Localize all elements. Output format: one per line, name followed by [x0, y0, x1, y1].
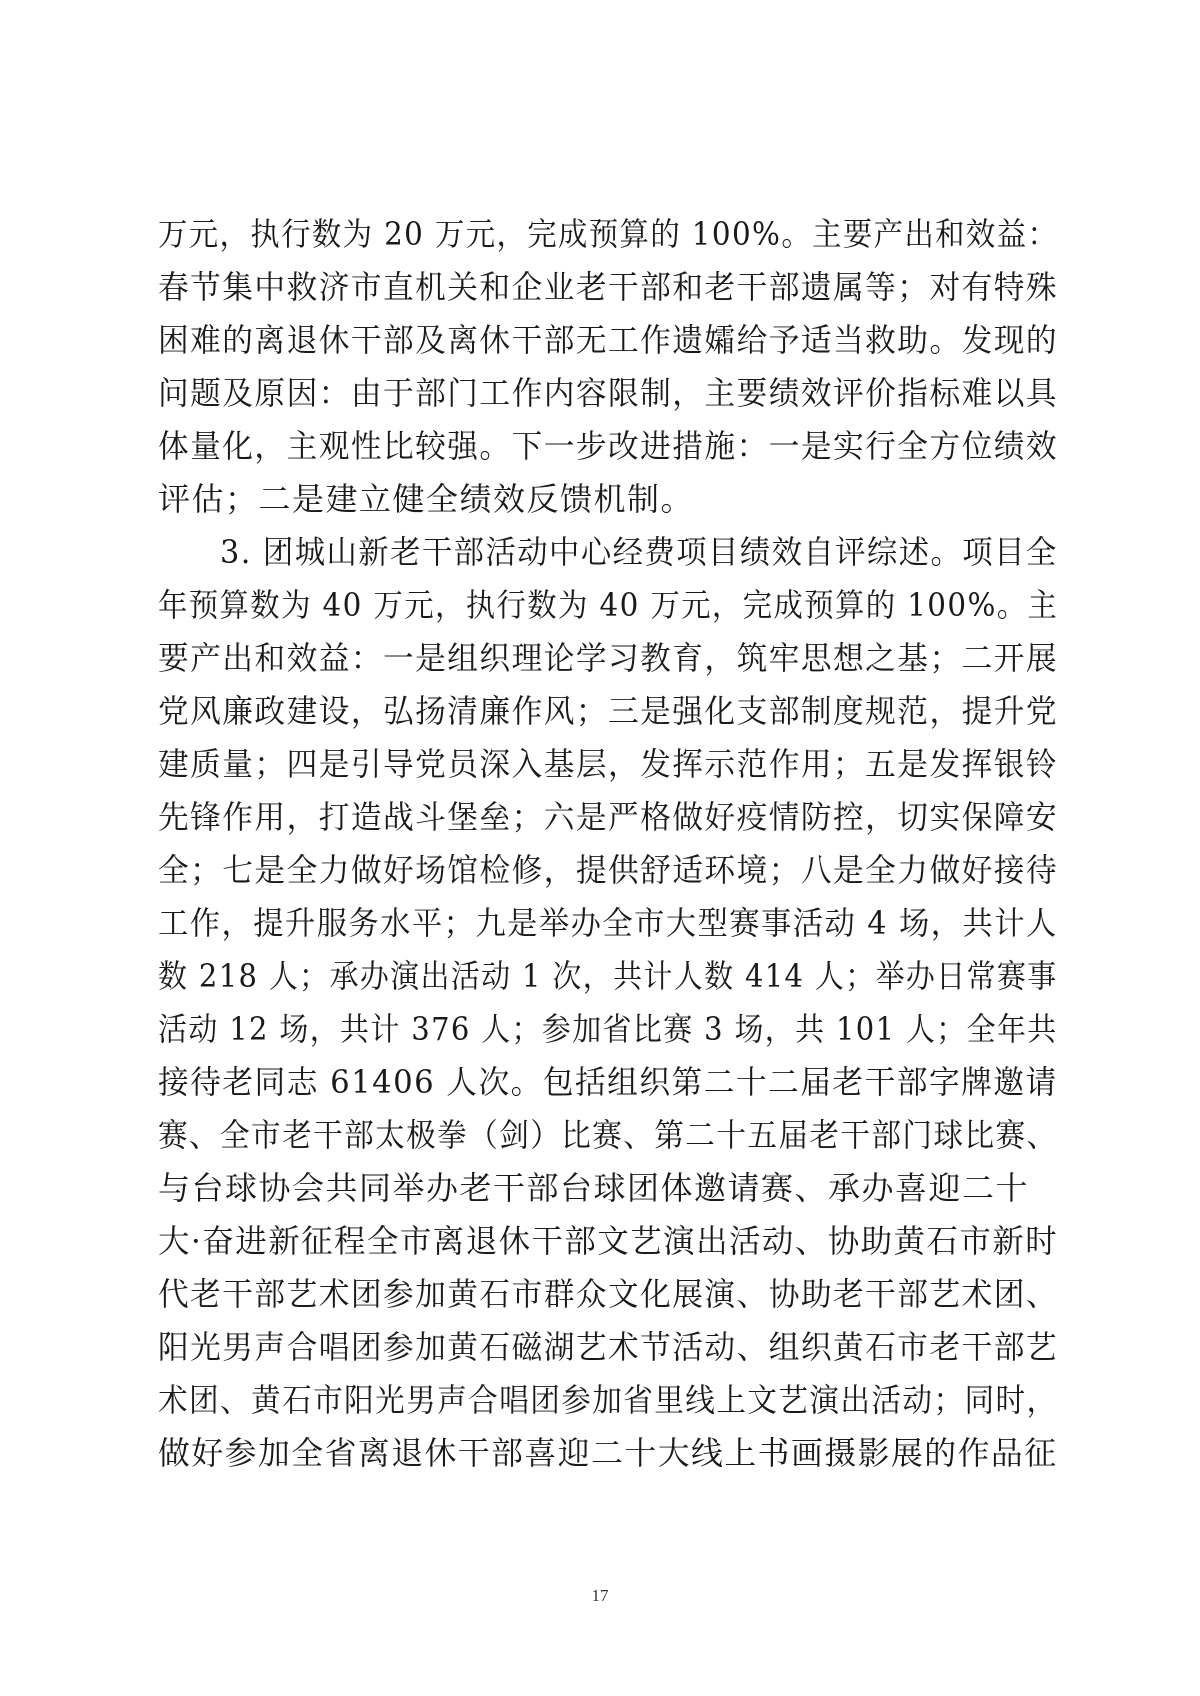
text-line: 春节集中救济市直机关和企业老干部和老干部遗属等；对有特殊	[158, 268, 1059, 306]
text-line: 问题及原因：由于部门工作内容限制，主要绩效评价指标难以具	[158, 374, 1059, 412]
text-line: 代老干部艺术团参加黄石市群众文化展演、协助老干部艺术团、	[158, 1275, 1059, 1313]
text-line: 困难的离退休干部及离休干部无工作遗孀给予适当救助。发现的	[158, 321, 1059, 359]
text-line: 阳光男声合唱团参加黄石磁湖艺术节活动、组织黄石市老干部艺	[158, 1328, 1059, 1366]
text-line: 体量化，主观性比较强。下一步改进措施：一是实行全方位绩效	[158, 427, 1059, 465]
text-line: 做好参加全省离退休干部喜迎二十大线上书画摄影展的作品征	[158, 1434, 1058, 1472]
text-line: 大·奋进新征程全市离退休干部文艺演出活动、协助黄石市新时	[158, 1222, 1059, 1260]
text-line: 党风廉政建设，弘扬清廉作风；三是强化支部制度规范，提升党	[158, 692, 1059, 730]
text-line: 要产出和效益：一是组织理论学习教育，筑牢思想之基；二开展	[158, 639, 1059, 677]
text-line: 赛、全市老干部太极拳（剑）比赛、第二十五届老干部门球比赛、	[158, 1116, 1058, 1154]
text-line: 接待老同志 61406 人次。包括组织第二十二届老干部字牌邀请	[158, 1063, 1058, 1101]
text-line: 先锋作用，打造战斗堡垒；六是严格做好疫情防控，切实保障安	[158, 798, 1059, 836]
paragraph-start-line: 3. 团城山新老干部活动中心经费项目绩效自评综述。项目全	[220, 533, 1058, 571]
text-line: 建质量；四是引导党员深入基层，发挥示范作用；五是发挥银铃	[158, 745, 1059, 783]
text-line: 与台球协会共同举办老干部台球团体邀请赛、承办喜迎二十	[158, 1169, 1030, 1207]
text-line: 术团、黄石市阳光男声合唱团参加省里线上文艺演出活动；同时，	[158, 1381, 1058, 1419]
text-line: 工作，提升服务水平；九是举办全市大型赛事活动 4 场，共计人	[158, 904, 1058, 942]
text-line: 全；七是全力做好场馆检修，提供舒适环境；八是全力做好接待	[158, 851, 1059, 889]
text-line: 活动 12 场，共计 376 人；参加省比赛 3 场，共 101 人；全年共	[158, 1010, 1058, 1048]
text-line: 年预算数为 40 万元，执行数为 40 万元，完成预算的 100%。主	[158, 586, 1059, 624]
text-line: 数 218 人；承办演出活动 1 次，共计人数 414 人；举办日常赛事	[158, 957, 1058, 995]
text-line: 万元，执行数为 20 万元，完成预算的 100%。主要产出和效益：	[158, 215, 1059, 253]
page-number: 17	[591, 1586, 609, 1605]
text-line: 评估；二是建立健全绩效反馈机制。	[158, 480, 695, 518]
